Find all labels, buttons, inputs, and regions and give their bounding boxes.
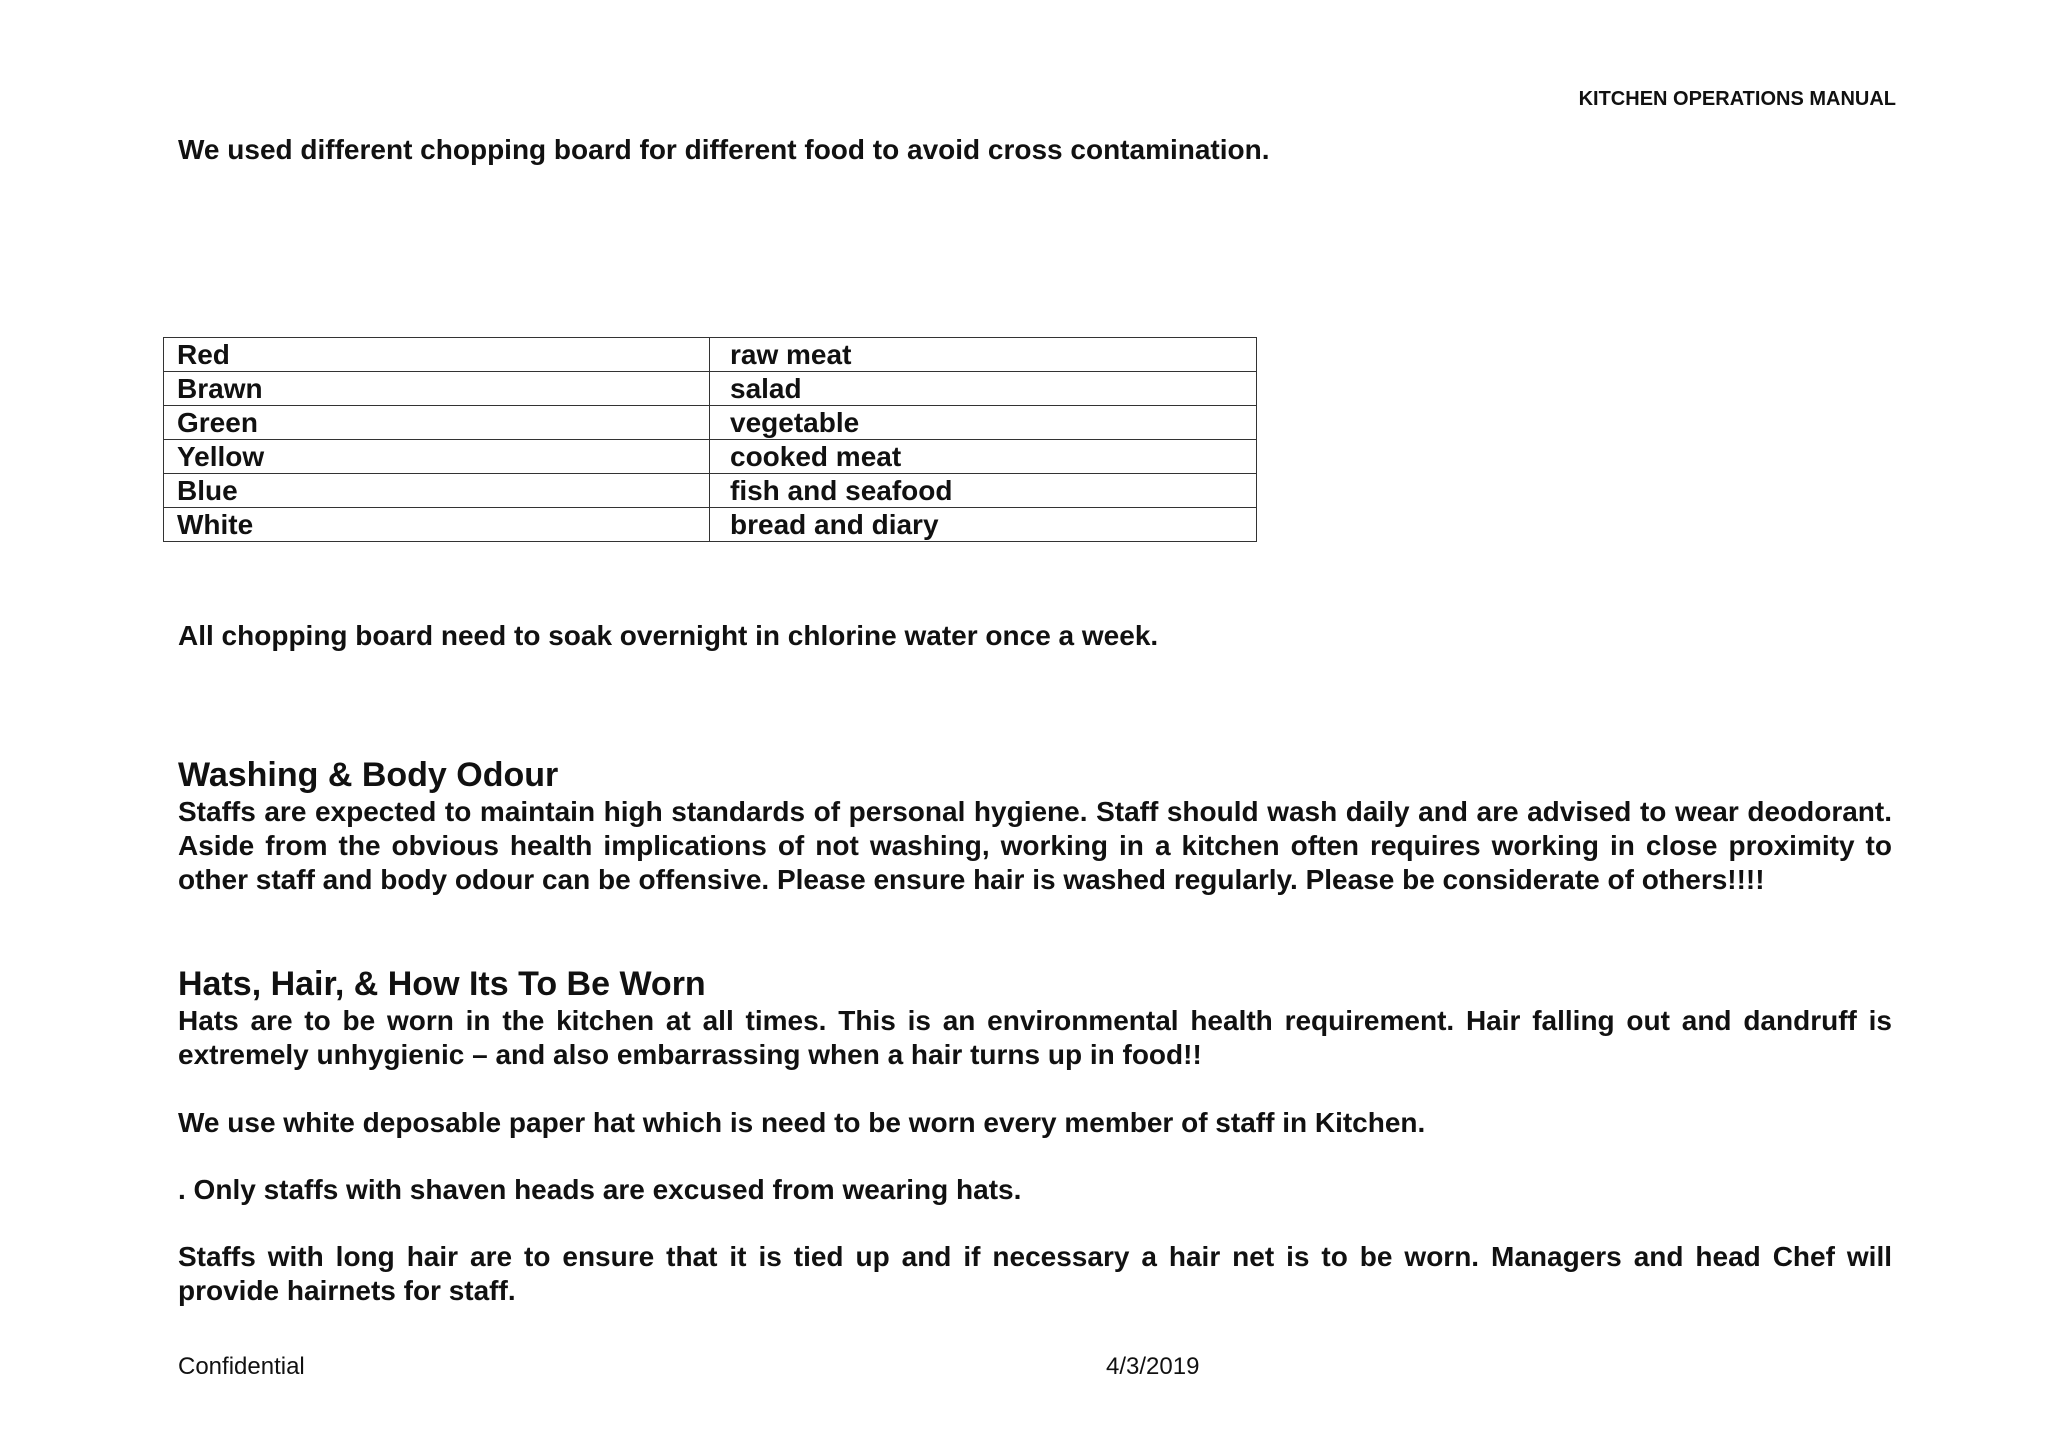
board-color-cell: White	[164, 508, 710, 542]
intro-paragraph	[178, 133, 1892, 167]
board-color-cell: Brawn	[164, 372, 710, 406]
board-color-cell: Yellow	[164, 440, 710, 474]
board-food-cell: salad	[710, 372, 1257, 406]
soak-paragraph	[178, 619, 1892, 653]
board-color-cell: Green	[164, 406, 710, 440]
table-row	[164, 474, 1257, 508]
hats-heading: Hats, Hair, & How Its To Be Worn	[178, 965, 706, 1003]
hats-body: Hats are to be worn in the kitchen at all times. This is an environmental health requirement. Hair falling out and dandruff is extremely unhygienic – and also embarrassing when a hair turns up in food!!	[178, 1005, 1892, 1070]
long-hair-paragraph	[178, 1240, 1892, 1308]
chopping-board-table	[163, 337, 1257, 542]
soak-text: All chopping board need to soak overnight in chlorine water once a week.	[178, 620, 1159, 651]
paper-hat-paragraph	[178, 1106, 1892, 1140]
long-hair-text: Staffs with long hair are to ensure that it is tied up and if necessary a hair net is to be worn. Managers and head Chef will provide hairnets for staff.	[178, 1241, 1892, 1306]
board-food-cell: raw meat	[710, 338, 1257, 372]
board-food-cell: fish and seafood	[710, 474, 1257, 508]
table-row	[164, 508, 1257, 542]
document-header-title: KITCHEN OPERATIONS MANUAL	[1578, 88, 1896, 110]
shaven-paragraph	[178, 1173, 1892, 1207]
table-row	[164, 338, 1257, 372]
hats-section	[178, 964, 1892, 1072]
table-row	[164, 440, 1257, 474]
footer-confidential: Confidential	[178, 1353, 305, 1380]
board-food-cell: cooked meat	[710, 440, 1257, 474]
table-row	[164, 372, 1257, 406]
footer-date: 4/3/2019	[1106, 1353, 1200, 1380]
board-color-cell: Blue	[164, 474, 710, 508]
board-color-cell: Red	[164, 338, 710, 372]
washing-section	[178, 755, 1892, 897]
table-row	[164, 406, 1257, 440]
washing-heading: Washing & Body Odour	[178, 756, 559, 794]
shaven-text: . Only staffs with shaven heads are excused from wearing hats.	[178, 1174, 1022, 1205]
board-food-cell: bread and diary	[710, 508, 1257, 542]
washing-body: Staffs are expected to maintain high standards of personal hygiene. Staff should wash daily and are advised to wear deodorant. Aside from the obvious health implications of not washing, working in a kitchen often requires working in close proximity to other staff and body odour can be offensive. Please ensure hair is washed regularly. Please be considerate of others!!!!	[178, 796, 1892, 895]
paper-hat-text: We use white deposable paper hat which is need to be worn every member of staff in Kitchen.	[178, 1107, 1426, 1138]
intro-text: We used different chopping board for different food to avoid cross contamination.	[178, 134, 1270, 165]
board-food-cell: vegetable	[710, 406, 1257, 440]
